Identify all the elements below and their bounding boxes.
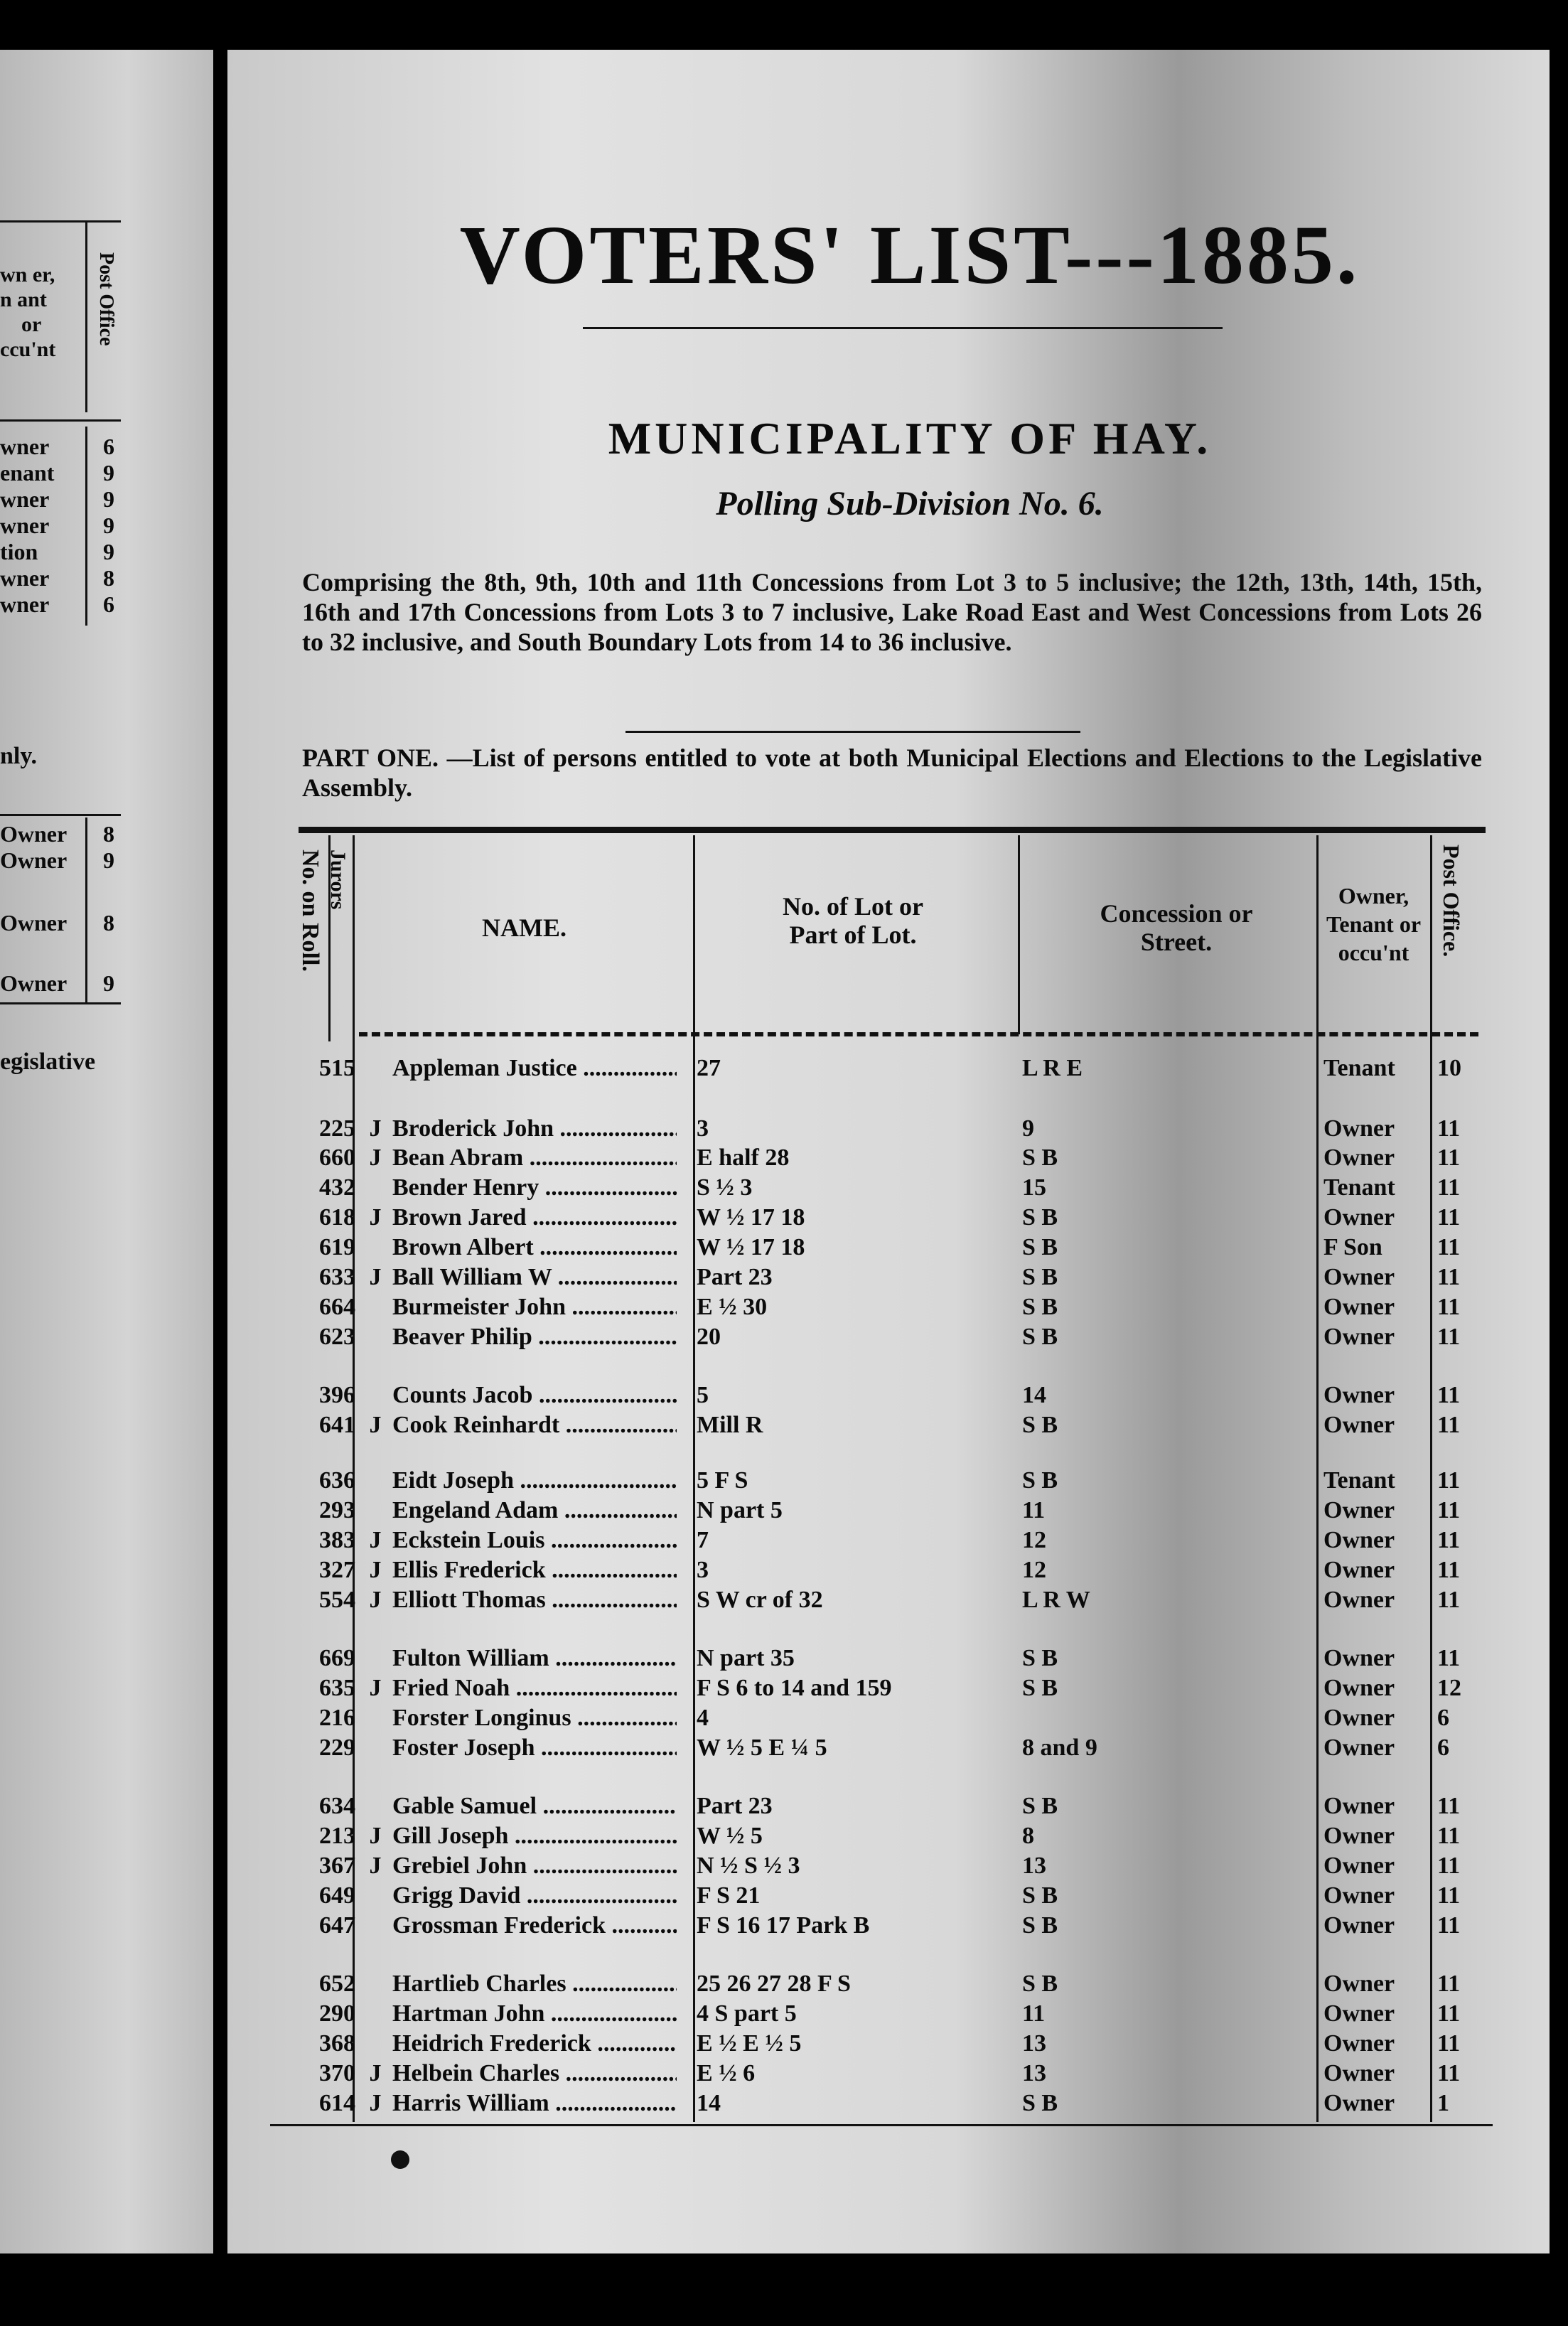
left-text: ccu'nt: [0, 338, 56, 361]
lot-number: F S 6 to 14 and 159: [697, 1675, 892, 1701]
roll-number: 290: [319, 2000, 355, 2027]
voter-name: Gill Joseph .....: [392, 1821, 677, 1851]
lot-number: 7: [697, 1527, 709, 1553]
owner-status: Owner: [1323, 2090, 1395, 2116]
voter-name: Engeland Adam .....: [392, 1496, 677, 1526]
roll-number: 636: [319, 1467, 355, 1494]
roll-number: 216: [319, 1705, 355, 1731]
concession: 13: [1022, 2030, 1046, 2057]
lot-number: 5: [697, 1382, 709, 1408]
concession: 8: [1022, 1823, 1034, 1849]
roll-number: 432: [319, 1174, 355, 1201]
header-lot: No. of Lot or Part of Lot.: [783, 892, 923, 949]
header-no-on-roll: No. on Roll.: [297, 850, 323, 972]
owner-status: Owner: [1323, 2000, 1395, 2027]
juror-mark: J: [369, 1412, 382, 1438]
voter-name: Gable Samuel .....: [392, 1791, 677, 1821]
ink-dot: [391, 2150, 409, 2169]
owner-status: Owner: [1323, 1587, 1395, 1613]
header-post-office: Post Office.: [1439, 845, 1464, 958]
concession: 12: [1022, 1527, 1046, 1553]
table-row: [227, 1054, 1550, 1083]
post-office: 6: [1437, 1705, 1449, 1731]
concession: 11: [1022, 1497, 1046, 1523]
post-office: 11: [1437, 1527, 1461, 1553]
owner-status: Owner: [1323, 1705, 1395, 1731]
left-post: 9: [103, 460, 114, 486]
roll-number: 370: [319, 2060, 355, 2086]
concession: S B: [1022, 1467, 1058, 1494]
table-row: [227, 1969, 1550, 1999]
concession: 14: [1022, 1382, 1046, 1408]
roll-number: 229: [319, 1735, 355, 1761]
left-text: wner: [0, 486, 50, 512]
left-text: n ant: [0, 288, 47, 311]
roll-number: 652: [319, 1971, 355, 1997]
lot-number: 4 S part 5: [697, 2000, 797, 2027]
left-rule: [0, 220, 121, 223]
concession: 15: [1022, 1174, 1046, 1201]
voter-name: Fulton William .....: [392, 1644, 677, 1673]
roll-number: 635: [319, 1675, 355, 1701]
post-office: 11: [1437, 2060, 1461, 2086]
concession: L R W: [1022, 1587, 1090, 1613]
concession: S B: [1022, 1294, 1058, 1320]
roll-number: 383: [319, 1527, 355, 1553]
title-rule: [583, 327, 1223, 329]
voter-name: Fried Noah .....: [392, 1673, 677, 1703]
roll-number: 623: [319, 1324, 355, 1350]
concession: S B: [1022, 1412, 1058, 1438]
left-post: 8: [103, 910, 114, 936]
voter-name: Broderick John .....: [392, 1114, 677, 1144]
left-text: egislative: [0, 1049, 96, 1075]
concession: S B: [1022, 1264, 1058, 1290]
concession: S B: [1022, 1234, 1058, 1260]
post-office: 11: [1437, 1324, 1461, 1350]
roll-number: 633: [319, 1264, 355, 1290]
voter-name: Hartlieb Charles .....: [392, 1969, 677, 1999]
left-text: wner: [0, 565, 50, 591]
lot-number: Mill R: [697, 1412, 763, 1438]
voter-name: Forster Longinus .....: [392, 1703, 677, 1733]
voter-name: Grigg David .....: [392, 1881, 677, 1911]
post-office: 11: [1437, 1294, 1461, 1320]
lot-number: W ½ 17 18: [697, 1204, 805, 1231]
table-row: [227, 1733, 1550, 1763]
concession: 13: [1022, 1853, 1046, 1879]
concession: S B: [1022, 1324, 1058, 1350]
left-text: wn er,: [0, 263, 55, 286]
post-office: 11: [1437, 1971, 1461, 1997]
lot-number: N part 35: [697, 1645, 795, 1671]
table-row: [227, 1526, 1550, 1555]
lot-number: 20: [697, 1324, 721, 1350]
lot-number: N ½ S ½ 3: [697, 1853, 800, 1879]
concession: S B: [1022, 1204, 1058, 1231]
left-post: 8: [103, 565, 114, 591]
voter-name: Bean Abram .....: [392, 1143, 677, 1173]
voter-name: Ball William W .....: [392, 1263, 677, 1292]
post-office: 11: [1437, 1467, 1461, 1494]
juror-mark: J: [369, 1587, 382, 1613]
concession: 13: [1022, 2060, 1046, 2086]
left-rule: [85, 427, 87, 626]
concession: L R E: [1022, 1055, 1083, 1081]
post-office: 11: [1437, 1853, 1461, 1879]
left-text: wner: [0, 591, 50, 617]
roll-number: 367: [319, 1853, 355, 1879]
owner-status: Tenant: [1323, 1055, 1395, 1081]
voter-name: Cook Reinhardt .....: [392, 1410, 677, 1440]
voters-list-page: [227, 50, 1550, 2253]
post-office: 11: [1437, 1912, 1461, 1939]
post-office: 11: [1437, 1882, 1461, 1909]
table-row: [227, 1114, 1550, 1144]
left-rule: [0, 814, 121, 816]
roll-number: 618: [319, 1204, 355, 1231]
post-office: 11: [1437, 1264, 1461, 1290]
left-text: or: [21, 313, 42, 336]
table-row: [227, 1999, 1550, 2029]
post-office: 11: [1437, 1174, 1461, 1201]
left-post: 9: [103, 539, 114, 564]
table-row: [227, 1673, 1550, 1703]
concession: S B: [1022, 1675, 1058, 1701]
part-one-heading: PART ONE. —List of persons entitled to vote at both Municipal Elections and Elections to the Legislative Assembly.: [302, 744, 1482, 802]
lot-number: W ½ 17 18: [697, 1234, 805, 1260]
owner-status: Tenant: [1323, 1174, 1395, 1201]
left-text: enant: [0, 460, 55, 486]
voter-name: Appleman Justice .....: [392, 1054, 677, 1083]
roll-number: 649: [319, 1882, 355, 1909]
owner-status: Owner: [1323, 1145, 1395, 1171]
lot-number: S W cr of 32: [697, 1587, 823, 1613]
concession: 8 and 9: [1022, 1735, 1097, 1761]
left-post: 6: [103, 591, 114, 617]
lot-number: E ½ 30: [697, 1294, 768, 1320]
left-rule: [0, 419, 121, 422]
roll-number: 396: [319, 1382, 355, 1408]
table-row: [227, 1143, 1550, 1173]
left-rule: [0, 1002, 121, 1004]
header-concession: Concession or Street.: [1100, 899, 1253, 956]
table-row: [227, 1410, 1550, 1440]
roll-number: 225: [319, 1115, 355, 1142]
owner-status: Owner: [1323, 1912, 1395, 1939]
post-office: 11: [1437, 1382, 1461, 1408]
roll-number: 669: [319, 1645, 355, 1671]
owner-status: Owner: [1323, 1675, 1395, 1701]
juror-mark: J: [369, 1557, 382, 1583]
table-row: [227, 1233, 1550, 1263]
voter-name: Harris William .....: [392, 2089, 677, 2118]
voter-name: Counts Jacob .....: [392, 1381, 677, 1410]
voter-name: Burmeister John .....: [392, 1292, 677, 1322]
roll-number: 327: [319, 1557, 355, 1583]
table-row: [227, 1585, 1550, 1615]
table-row: [227, 1644, 1550, 1673]
roll-number: 614: [319, 2090, 355, 2116]
table-row: [227, 1496, 1550, 1526]
owner-status: Owner: [1323, 1971, 1395, 1997]
voter-name: Beaver Philip .....: [392, 1322, 677, 1352]
lot-number: F S 16 17 Park B: [697, 1912, 870, 1939]
post-office: 11: [1437, 1557, 1461, 1583]
owner-status: Owner: [1323, 1412, 1395, 1438]
post-office: 10: [1437, 1055, 1461, 1081]
table-row: [227, 1173, 1550, 1203]
concession: S B: [1022, 1882, 1058, 1909]
owner-status: Owner: [1323, 2060, 1395, 2086]
owner-status: Owner: [1323, 1382, 1395, 1408]
owner-status: Owner: [1323, 1793, 1395, 1819]
left-text: Owner: [0, 970, 68, 996]
roll-number: 515: [319, 1055, 355, 1081]
roll-number: 619: [319, 1234, 355, 1260]
left-post: 8: [103, 821, 114, 847]
owner-status: Owner: [1323, 1264, 1395, 1290]
lot-number: 25 26 27 28 F S: [697, 1971, 851, 1997]
juror-mark: J: [369, 1264, 382, 1290]
post-office: 1: [1437, 2090, 1449, 2116]
table-row: [227, 1322, 1550, 1352]
post-office: 11: [1437, 1234, 1461, 1260]
facing-page-fragment: [0, 50, 213, 2253]
column-divider: [1018, 835, 1020, 1034]
juror-mark: J: [369, 1853, 382, 1879]
voter-name: Hartman John .....: [392, 1999, 677, 2029]
owner-status: Owner: [1323, 1204, 1395, 1231]
left-text: Owner: [0, 910, 68, 936]
lot-number: 3: [697, 1557, 709, 1583]
juror-mark: J: [369, 1115, 382, 1142]
voter-name: Brown Jared .....: [392, 1203, 677, 1233]
header-jurors: Jurors: [326, 850, 350, 910]
concession: S B: [1022, 1793, 1058, 1819]
owner-status: Owner: [1323, 1527, 1395, 1553]
table-row: [227, 1263, 1550, 1292]
voter-name: Ellis Frederick .....: [392, 1555, 677, 1585]
concession: S B: [1022, 1145, 1058, 1171]
table-row: [227, 1466, 1550, 1496]
owner-status: Owner: [1323, 1115, 1395, 1142]
left-text: nly.: [0, 743, 37, 769]
municipality-heading: MUNICIPALITY OF HAY.: [608, 413, 1212, 463]
concession: S B: [1022, 1645, 1058, 1671]
description-rule: [625, 731, 1080, 733]
concession: S B: [1022, 1912, 1058, 1939]
table-row: [227, 1851, 1550, 1881]
voter-name: Helbein Charles .....: [392, 2059, 677, 2089]
left-post: 9: [103, 486, 114, 512]
left-rule: [85, 818, 87, 1002]
page-title: VOTERS' LIST---1885.: [459, 208, 1360, 301]
lot-number: W ½ 5: [697, 1823, 763, 1849]
juror-mark: J: [369, 1823, 382, 1849]
owner-status: Owner: [1323, 1324, 1395, 1350]
owner-status: Owner: [1323, 1823, 1395, 1849]
owner-status: Owner: [1323, 1497, 1395, 1523]
post-office: 12: [1437, 1675, 1461, 1701]
table-row: [227, 1292, 1550, 1322]
roll-number: 647: [319, 1912, 355, 1939]
lot-number: W ½ 5 E ¼ 5: [697, 1735, 827, 1761]
juror-mark: J: [369, 1204, 382, 1231]
lot-number: Part 23: [697, 1793, 773, 1819]
post-office: 6: [1437, 1735, 1449, 1761]
left-rule: [85, 220, 87, 412]
lot-number: 5 F S: [697, 1467, 748, 1494]
juror-mark: J: [369, 2090, 382, 2116]
roll-number: 213: [319, 1823, 355, 1849]
table-row: [227, 2089, 1550, 2118]
concession: 12: [1022, 1557, 1046, 1583]
voter-name: Grossman Frederick .....: [392, 1911, 677, 1941]
post-office: 11: [1437, 1823, 1461, 1849]
roll-number: 660: [319, 1145, 355, 1171]
owner-status: Owner: [1323, 1294, 1395, 1320]
juror-mark: J: [369, 2060, 382, 2086]
post-office: 11: [1437, 1412, 1461, 1438]
post-office: 11: [1437, 2030, 1461, 2057]
owner-status: Owner: [1323, 1853, 1395, 1879]
owner-status: Tenant: [1323, 1467, 1395, 1494]
polling-subdivision: Polling Sub-Division No. 6.: [716, 485, 1104, 522]
owner-status: Owner: [1323, 1557, 1395, 1583]
lot-number: F S 21: [697, 1882, 761, 1909]
juror-mark: J: [369, 1145, 382, 1171]
header-name: NAME.: [482, 913, 566, 942]
owner-status: Owner: [1323, 1882, 1395, 1909]
voter-name: Heidrich Frederick .....: [392, 2029, 677, 2059]
header-dash-rule: [359, 1032, 1478, 1036]
table-bottom-rule: [270, 2124, 1493, 2126]
table-row: [227, 1791, 1550, 1821]
post-office: 11: [1437, 1793, 1461, 1819]
lot-number: 4: [697, 1705, 709, 1731]
concession: S B: [1022, 2090, 1058, 2116]
post-office: 11: [1437, 1645, 1461, 1671]
table-row: [227, 2059, 1550, 2089]
lot-number: N part 5: [697, 1497, 783, 1523]
voter-name: Foster Joseph .....: [392, 1733, 677, 1763]
concession: S B: [1022, 1971, 1058, 1997]
left-post: 6: [103, 434, 114, 459]
roll-number: 368: [319, 2030, 355, 2057]
post-office-header: Post Office: [95, 252, 117, 346]
roll-number: 634: [319, 1793, 355, 1819]
lot-number: 14: [697, 2090, 721, 2116]
table-row: [227, 1203, 1550, 1233]
owner-status: Owner: [1323, 1645, 1395, 1671]
table-row: [227, 1703, 1550, 1733]
table-row: [227, 1911, 1550, 1941]
post-office: 11: [1437, 1204, 1461, 1231]
owner-status: Owner: [1323, 1735, 1395, 1761]
juror-mark: J: [369, 1527, 382, 1553]
owner-status: Owner: [1323, 2030, 1395, 2057]
table-row: [227, 1881, 1550, 1911]
post-office: 11: [1437, 1115, 1461, 1142]
lot-number: 3: [697, 1115, 709, 1142]
table-row: [227, 1821, 1550, 1851]
lot-number: S ½ 3: [697, 1174, 753, 1201]
concession: 9: [1022, 1115, 1034, 1142]
left-post: 9: [103, 513, 114, 538]
lot-number: E half 28: [697, 1145, 790, 1171]
concession: 11: [1022, 2000, 1046, 2027]
lot-number: Part 23: [697, 1264, 773, 1290]
voter-name: Eckstein Louis .....: [392, 1526, 677, 1555]
table-row: [227, 1555, 1550, 1585]
voter-name: Eidt Joseph .....: [392, 1466, 677, 1496]
left-text: Owner: [0, 821, 68, 847]
owner-status: F Son: [1323, 1234, 1382, 1260]
roll-number: 554: [319, 1587, 355, 1613]
left-post: 9: [103, 970, 114, 996]
juror-mark: J: [369, 1675, 382, 1701]
roll-number: 293: [319, 1497, 355, 1523]
voter-name: Elliott Thomas .....: [392, 1585, 677, 1615]
table-row: [227, 1381, 1550, 1410]
post-office: 11: [1437, 1145, 1461, 1171]
roll-number: 641: [319, 1412, 355, 1438]
post-office: 11: [1437, 2000, 1461, 2027]
left-text: tion: [0, 539, 38, 564]
voter-name: Brown Albert .....: [392, 1233, 677, 1263]
left-text: wner: [0, 434, 50, 459]
lot-number: 27: [697, 1055, 721, 1081]
voter-name: Grebiel John .....: [392, 1851, 677, 1881]
header-owner: Owner, Tenant or occu'nt: [1326, 883, 1422, 965]
left-post: 9: [103, 847, 114, 873]
table-row: [227, 2029, 1550, 2059]
left-text: wner: [0, 513, 50, 538]
lot-number: E ½ E ½ 5: [697, 2030, 802, 2057]
roll-number: 664: [319, 1294, 355, 1320]
left-text: Owner: [0, 847, 68, 873]
post-office: 11: [1437, 1587, 1461, 1613]
table-top-rule: [299, 827, 1486, 833]
voter-name: Bender Henry .....: [392, 1173, 677, 1203]
description-paragraph: Comprising the 8th, 9th, 10th and 11th Concessions from Lot 3 to 5 inclusive; the 12th, 13th, 14th, 15th, 16th and 17th Concessions from Lots 3 to 7 inclusive, Lake Road East and West Concessions from Lots 26 to 32 inclusive, and South Boundary Lots from 14 to 36 inclusive.: [302, 568, 1482, 656]
lot-number: E ½ 6: [697, 2060, 756, 2086]
post-office: 11: [1437, 1497, 1461, 1523]
